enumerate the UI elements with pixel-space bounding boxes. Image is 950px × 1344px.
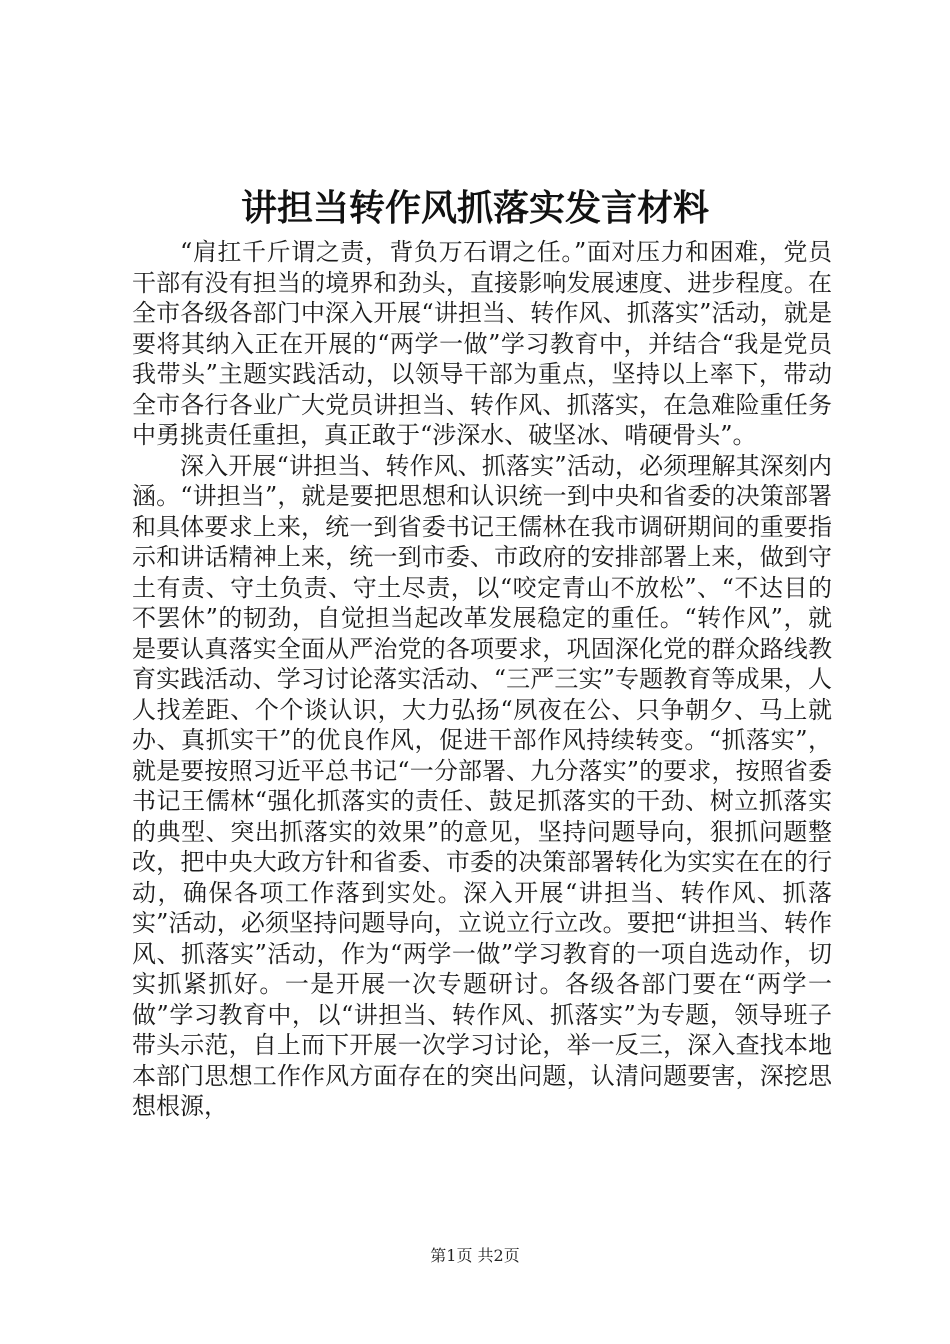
document-body <box>132 237 832 1122</box>
page-footer: 第1页 共2页 <box>430 1246 520 1265</box>
paragraph-2: 深入开展“讲担当、转作风、抓落实”活动，必须理解其深刻内涵。“讲担当”，就是要把思想和认识统一到中央和省委的决策部署和具体要求上来，统一到省委书记王儒林在我市调研期间的重要指示和讲话精神上来，统一到市委、市政府的安排部署上来，做到守土有责、守土负责、守土尽责，以“咬定青山不放松”、“不达目的不罢休”的韧劲，自觉担当起改革发展稳定的重任。“转作风”，就是要认真落实全面从严治党的各项要求，巩固深化党的群众路线教育实践活动、学习讨论落实活动、“三严三实”专题教育等成果，人人找差距、个个谈认识，大力弘扬“夙夜在公、只争朝夕、马上就办、真抓实干”的优良作风，促进干部作风持续转变。“抓落实”，就是要按照习近平总书记“一分部署、九分落实”的要求，按照省委书记王儒林“强化抓落实的责任、鼓足抓落实的干劲、树立抓落实的典型、突出抓落实的效果”的意见，坚持问题导向，狠抓问题整改，把中央大政方针和省委、市委的决策部署转化为实实在在的行动，确保各项工作落到实处。深入开展“讲担当、转作风、抓落实”活动，必须坚持问题导向，立说立行立改。要把“讲担当、转作风、抓落实”活动，作为“两学一做”学习教育的一项自选动作，切实抓紧抓好。一是开展一次专题研讨。各级各部门要在“两学一做”学习教育中，以“讲担当、转作风、抓落实”为专题，领导班子带头示范，自上而下开展一次学习讨论，举一反三，深入查找本地本部门思想工作作风方面存在的突出问题，认清问题要害，深挖思想根源， <box>132 451 832 1120</box>
document-title: 讲担当转作风抓落实发言材料 <box>240 187 709 229</box>
paragraph-1: “肩扛千斤谓之责，背负万石谓之任。”面对压力和困难，党员干部有没有担当的境界和劲头，直接影响发展速度、进步程度。在全市各级各部门中深入开展“讲担当、转作风、抓落实”活动，就是要将其纳入正在开展的“两学一做”学习教育中，并结合“我是党员我带头”主题实践活动，以领导干部为重点，坚持以上率下，带动全市各行各业广大党员讲担当、转作风、抓落实，在急难险重任务中勇挑责任重担，真正敢于“涉深水、破坚冰、啃硬骨头”。 <box>132 238 832 449</box>
